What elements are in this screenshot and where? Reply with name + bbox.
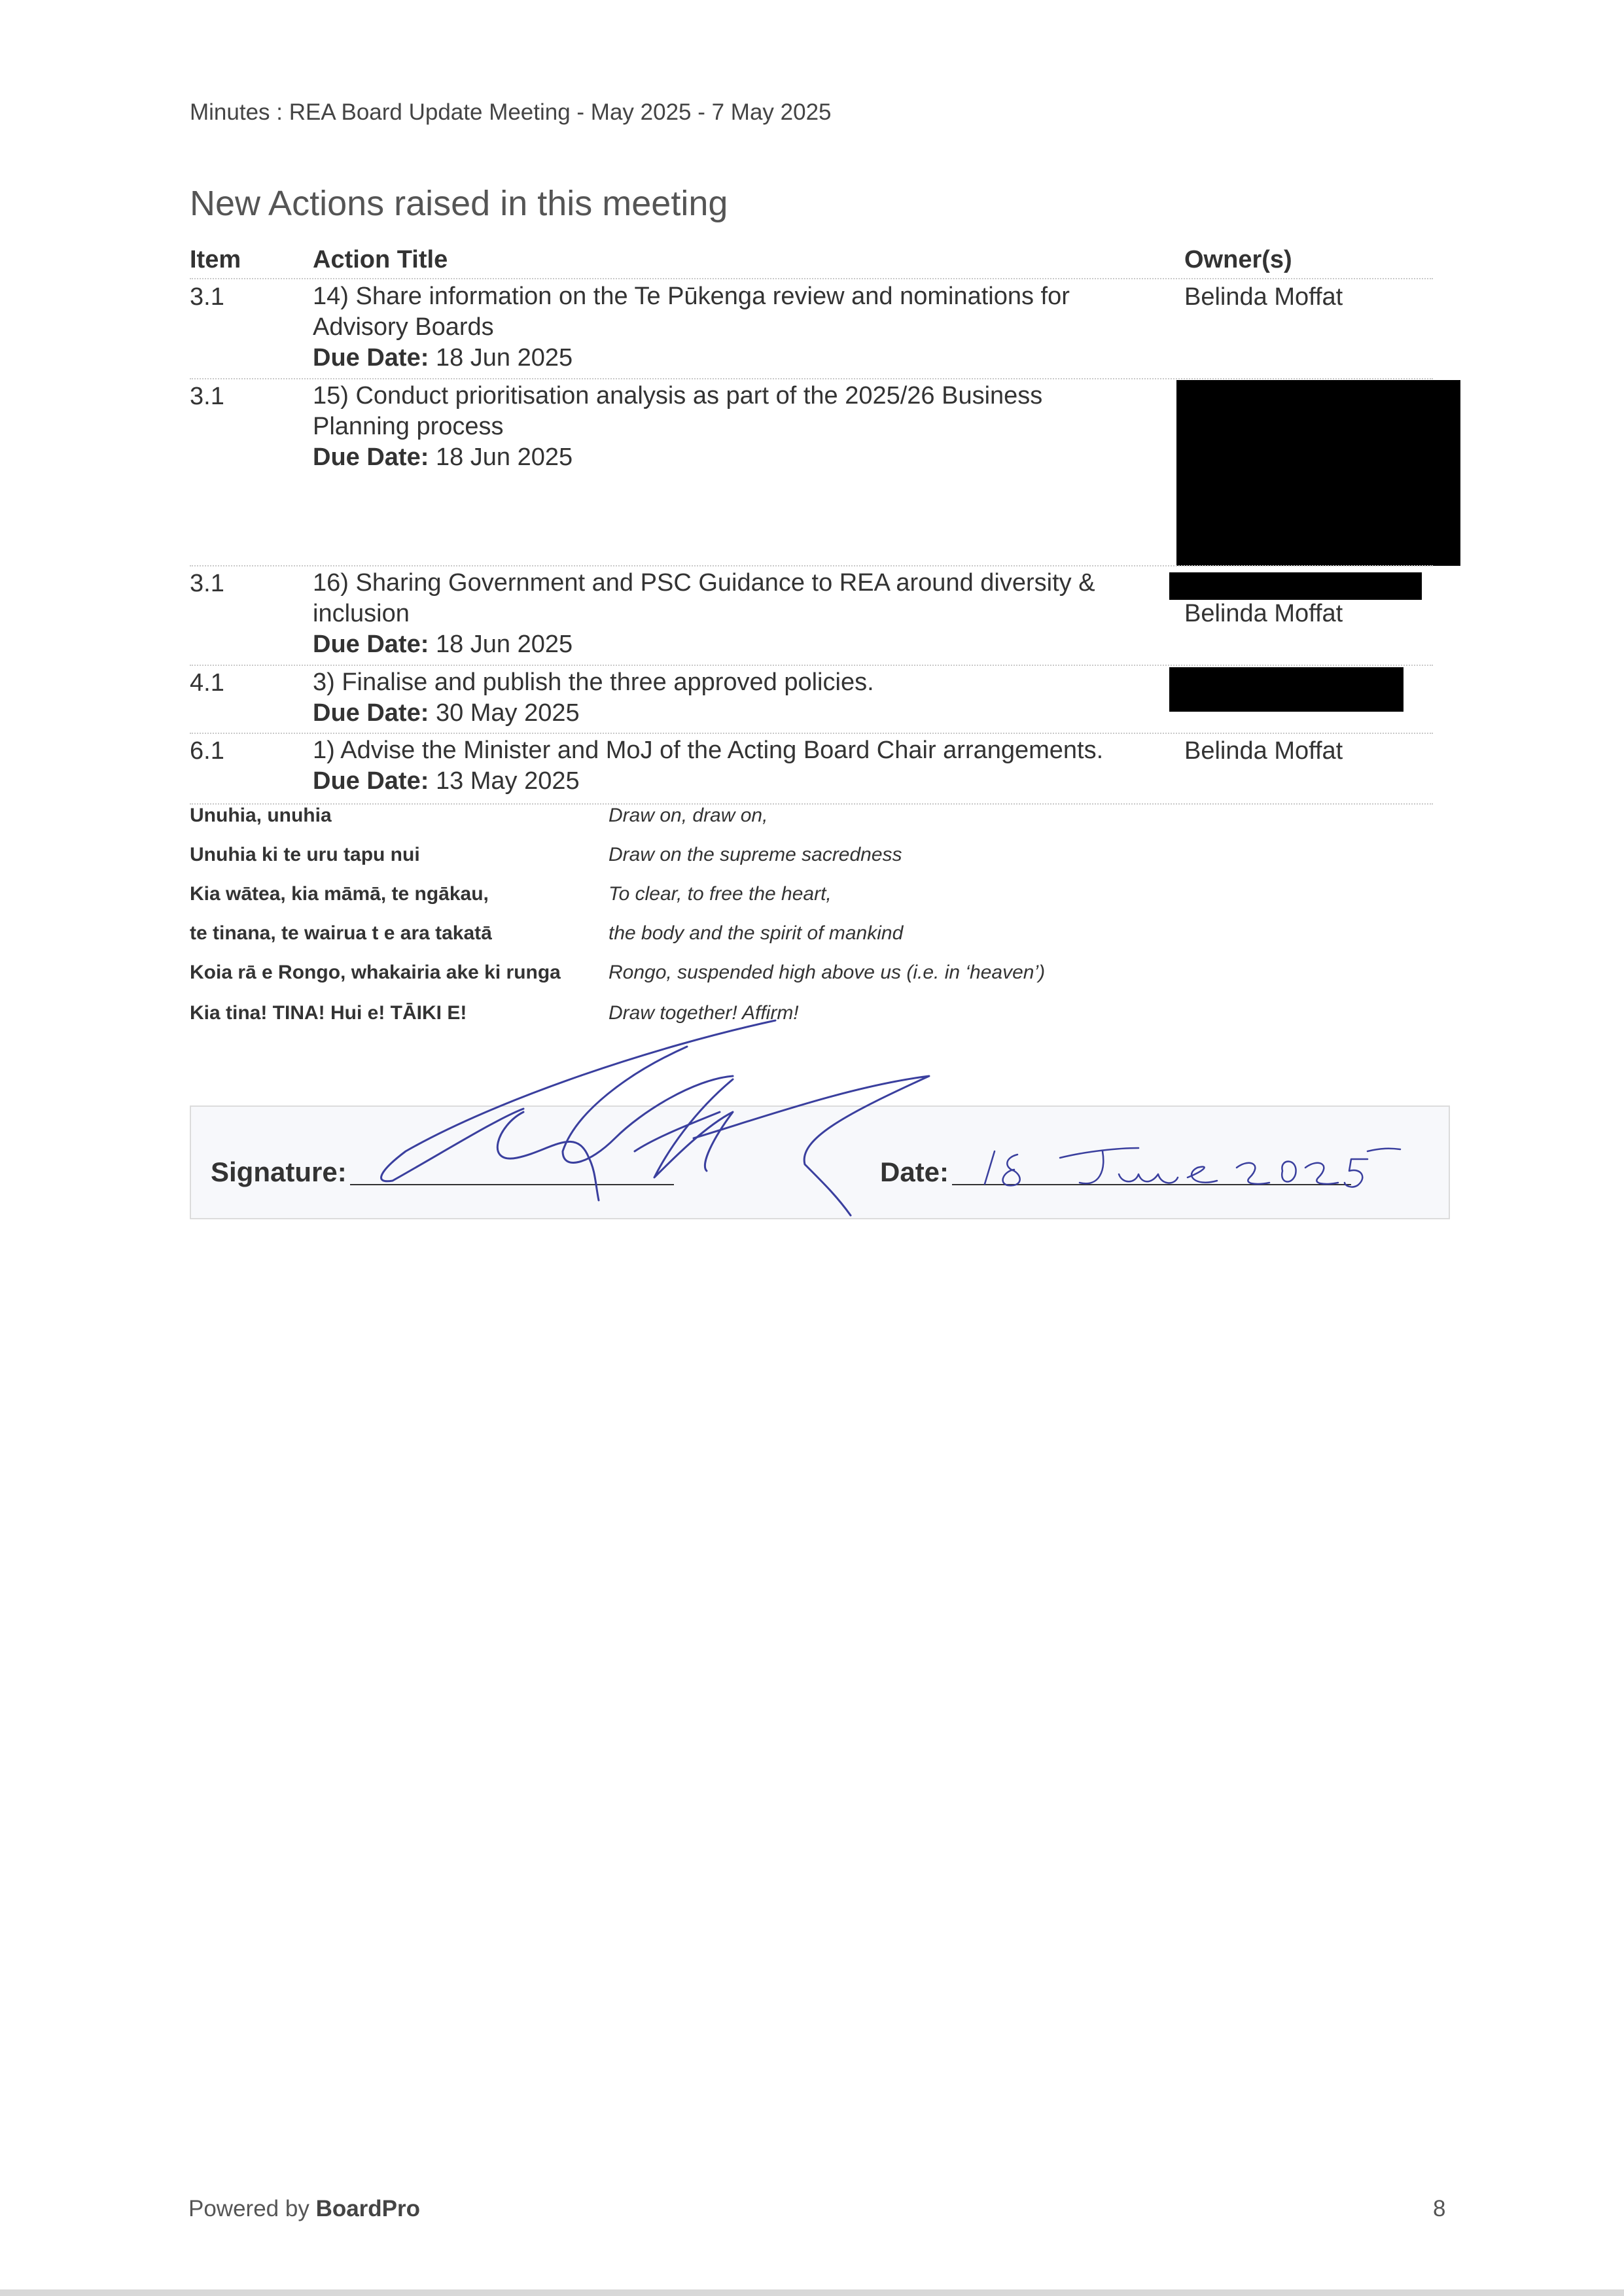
column-header-owner: Owner(s) bbox=[1184, 246, 1292, 273]
due-date-label: Due Date: bbox=[313, 444, 429, 471]
due-date-value: 18 Jun 2025 bbox=[435, 631, 573, 658]
due-date-value: 18 Jun 2025 bbox=[435, 344, 573, 372]
owner-name: Belinda Moffat bbox=[1184, 600, 1343, 627]
owner-name: Belinda Moffat bbox=[1184, 283, 1343, 311]
action-title: 15) Conduct prioritisation analysis as part of the 2025/26 Business Planning process Due Date: 18 Jun 2025 bbox=[313, 382, 1043, 471]
action-title: 3) Finalise and publish the three approved policies. Due Date: 30 May 2025 bbox=[313, 669, 874, 727]
document-header: Minutes : REA Board Update Meeting - May 2025 - 7 May 2025 bbox=[190, 99, 832, 125]
due-date-value: 18 Jun 2025 bbox=[435, 444, 573, 471]
footer-powered-by: Powered by BoardPro bbox=[188, 2196, 421, 2221]
owner-name: Belinda Moffat bbox=[1184, 737, 1343, 765]
action-title: 14) Share information on the Te Pūkenga review and nominations for Advisory Boards Due Date: 18 Jun 2025 bbox=[313, 283, 1070, 372]
action-title: 16) Sharing Government and PSC Guidance to REA around diversity & inclusion Due Date: 18 Jun 2025 bbox=[313, 569, 1095, 658]
section-title: New Actions raised in this meeting bbox=[190, 184, 728, 223]
column-header-item: Item bbox=[190, 246, 241, 273]
karakia-english-line: To clear, to free the heart, bbox=[609, 883, 832, 905]
due-date-label: Due Date: bbox=[313, 344, 429, 372]
due-date-value: 30 May 2025 bbox=[435, 699, 580, 727]
date-label: Date: bbox=[880, 1157, 949, 1187]
karakia-maori-line: Unuhia ki te uru tapu nui bbox=[190, 844, 420, 865]
column-header-action-title: Action Title bbox=[313, 246, 448, 273]
karakia-maori-line: te tinana, te wairua t e ara takatā bbox=[190, 922, 492, 944]
scan-edge bbox=[0, 2289, 1624, 2296]
karakia-english-line: Draw together! Affirm! bbox=[609, 1002, 799, 1024]
item-number: 6.1 bbox=[190, 737, 224, 765]
due-date-value: 13 May 2025 bbox=[435, 767, 580, 795]
due-date-label: Due Date: bbox=[313, 631, 429, 658]
karakia-maori-line: Koia rā e Rongo, whakairia ake ki runga bbox=[190, 962, 561, 983]
action-title: 1) Advise the Minister and MoJ of the Acting Board Chair arrangements. Due Date: 13 May 2025 bbox=[313, 737, 1104, 795]
item-number: 3.1 bbox=[190, 283, 224, 311]
item-number: 3.1 bbox=[190, 570, 224, 597]
due-date-label: Due Date: bbox=[313, 699, 429, 727]
item-number: 4.1 bbox=[190, 669, 224, 697]
due-date-label: Due Date: bbox=[313, 767, 429, 795]
karakia-maori-line: Unuhia, unuhia bbox=[190, 805, 332, 826]
karakia-maori-line: Kia wātea, kia māmā, te ngākau, bbox=[190, 883, 489, 905]
karakia-english-line: Rongo, suspended high above us (i.e. in ‘heaven’) bbox=[609, 962, 1046, 983]
karakia-english-line: the body and the spirit of mankind bbox=[609, 922, 904, 944]
page-number: 8 bbox=[1433, 2196, 1446, 2221]
karakia-english-line: Draw on the supreme sacredness bbox=[609, 844, 902, 865]
item-number: 3.1 bbox=[190, 383, 224, 410]
brand-name: BoardPro bbox=[315, 2196, 421, 2221]
karakia-maori-line: Kia tina! TINA! Hui e! TĀIKI E! bbox=[190, 1002, 467, 1024]
karakia-english-line: Draw on, draw on, bbox=[609, 805, 768, 826]
signature-label: Signature: bbox=[211, 1157, 347, 1187]
